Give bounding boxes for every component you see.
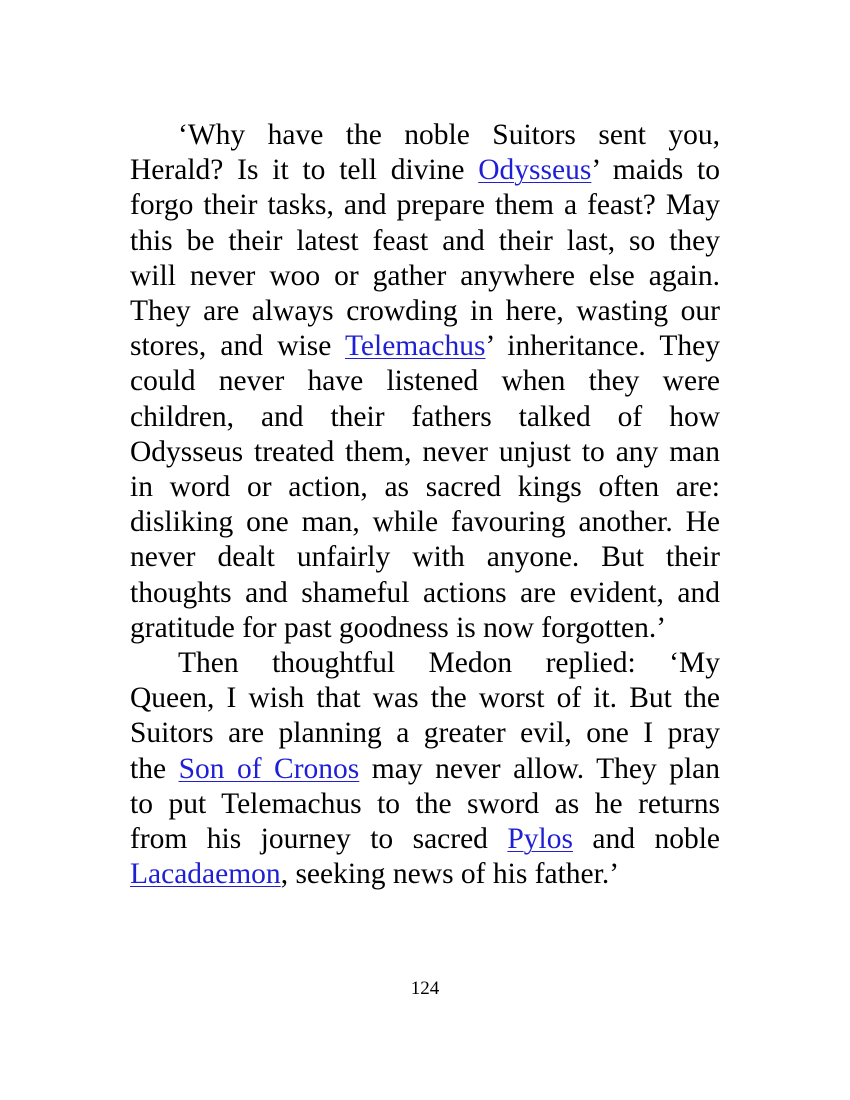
hyperlink-son-of-cronos[interactable]: Son of Cronos bbox=[178, 752, 360, 785]
text-span: ’ inheritance. They bbox=[485, 330, 720, 363]
text-span: Odysseus treated them, never unjust to any man bbox=[130, 435, 720, 468]
body-text bbox=[130, 118, 720, 892]
text-line bbox=[130, 540, 720, 575]
text-span: could never have listened when they were bbox=[130, 365, 720, 398]
text-span: the bbox=[130, 752, 179, 785]
text-span: never dealt unfairly with anyone. But their bbox=[130, 541, 720, 574]
text-span: stores, and wise bbox=[130, 330, 345, 363]
text-line bbox=[130, 681, 720, 716]
text-span: children, and their fathers talked of how bbox=[130, 400, 720, 433]
text-span: thoughts and shameful actions are evident, and bbox=[130, 576, 720, 609]
text-span: forgo their tasks, and prepare them a feast? May bbox=[130, 189, 720, 222]
text-line bbox=[130, 787, 720, 822]
paragraph-1 bbox=[130, 118, 720, 646]
hyperlink-pylos[interactable]: Pylos bbox=[507, 823, 573, 856]
text-span: may never allow. They plan bbox=[359, 752, 721, 785]
text-span: ‘Why have the noble Suitors sent you, bbox=[178, 119, 720, 151]
text-line bbox=[130, 857, 720, 892]
text-line bbox=[130, 611, 720, 646]
text-span: gratitude for past goodness is now forgotten.’ bbox=[130, 611, 667, 644]
text-line bbox=[130, 576, 720, 611]
hyperlink-lacadaemon[interactable]: Lacadaemon bbox=[130, 858, 281, 891]
text-span: , seeking news of his father.’ bbox=[280, 858, 620, 891]
text-line bbox=[130, 470, 720, 505]
text-line bbox=[130, 294, 720, 329]
text-line bbox=[130, 259, 720, 294]
text-line bbox=[130, 188, 720, 223]
text-span: Suitors are planning a greater evil, one I pray bbox=[130, 717, 720, 750]
text-span: will never woo or gather anywhere else again. bbox=[130, 259, 720, 292]
text-span: Queen, I wish that was the worst of it. But the bbox=[130, 682, 720, 715]
hyperlink-odysseus[interactable]: Odysseus bbox=[478, 154, 592, 187]
hyperlink-telemachus[interactable]: Telemachus bbox=[344, 330, 486, 363]
text-line bbox=[130, 822, 720, 857]
text-line bbox=[130, 752, 720, 787]
text-line bbox=[130, 646, 720, 681]
text-line bbox=[130, 505, 720, 540]
text-line bbox=[130, 716, 720, 751]
text-line bbox=[130, 435, 720, 470]
text-line bbox=[130, 153, 720, 188]
text-line bbox=[130, 364, 720, 399]
text-span: Then thoughtful Medon replied: ‘My bbox=[178, 647, 720, 680]
text-span: Herald? Is it to tell divine bbox=[130, 154, 479, 187]
text-line bbox=[130, 329, 720, 364]
text-line bbox=[130, 224, 720, 259]
text-span: disliking one man, while favouring another. He bbox=[130, 506, 720, 539]
text-span: this be their latest feast and their last, so they bbox=[130, 224, 720, 257]
text-span: from his journey to sacred bbox=[130, 823, 508, 856]
text-span: to put Telemachus to the sword as he returns bbox=[130, 787, 720, 820]
page-number: 124 bbox=[410, 978, 440, 999]
text-line bbox=[130, 400, 720, 435]
text-span: in word or action, as sacred kings often are: bbox=[130, 471, 720, 504]
paragraph-2 bbox=[130, 646, 720, 892]
text-span: and noble bbox=[572, 823, 720, 856]
text-span: ’ maids to bbox=[591, 154, 720, 187]
text-span: They are always crowding in here, wasting our bbox=[130, 295, 720, 328]
text-line bbox=[130, 118, 720, 153]
